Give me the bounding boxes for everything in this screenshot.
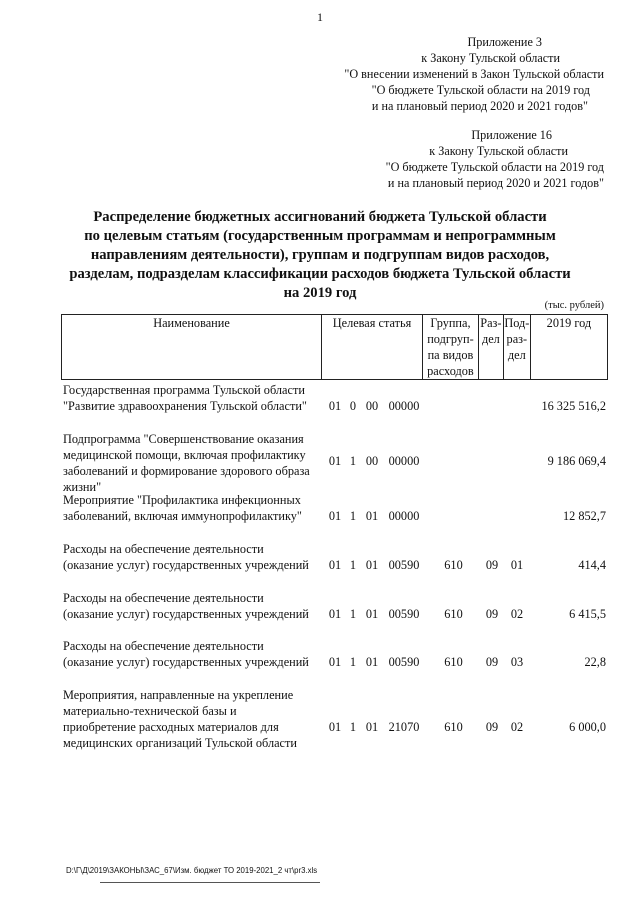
- cell-amount: 12 852,7: [562, 509, 606, 523]
- cell-amount: 6 415,5: [569, 607, 606, 621]
- cell-direction: 00590: [388, 558, 420, 572]
- table-row: [61, 590, 608, 622]
- table-row: [61, 687, 608, 751]
- appendix-16-block: [386, 127, 604, 191]
- appendix-3-line: "О внесении изменений в Закон Тульской области: [344, 67, 604, 81]
- row-name-line: Расходы на обеспечение деятельности: [63, 639, 264, 653]
- title-line: Распределение бюджетных ассигнований бюджета Тульской области: [93, 209, 547, 225]
- cell-event: 01: [365, 509, 379, 523]
- title-line: на 2019 год: [283, 285, 357, 301]
- cell-program: 01: [328, 558, 342, 572]
- row-name: [63, 638, 325, 670]
- header-subsection-line: Под-: [504, 316, 530, 330]
- cell-direction: 00000: [388, 454, 420, 468]
- row-name: [63, 590, 325, 622]
- title-line: по целевым статьям (государственным программам и непрограммным: [84, 228, 556, 244]
- cell-section: 09: [485, 607, 499, 621]
- cell-event: 00: [365, 399, 379, 413]
- header-subsection: [503, 315, 530, 380]
- appendix-16-line: к Закону Тульской области: [429, 144, 568, 158]
- cell-group: 610: [444, 655, 463, 669]
- row-name-line: Государственная программа Тульской области: [63, 383, 305, 397]
- cell-event: 01: [365, 720, 379, 734]
- cell-direction: 21070: [388, 720, 420, 734]
- appendix-3-line: к Закону Тульской области: [421, 51, 560, 65]
- table-row: [61, 431, 608, 495]
- cell-subsection: 02: [510, 607, 524, 621]
- table-row: [61, 638, 608, 670]
- header-name: Наименование: [62, 315, 322, 380]
- cell-program: 01: [328, 720, 342, 734]
- header-subsection-line: дел: [507, 348, 526, 362]
- header-group: [423, 315, 479, 380]
- header-target: Целевая статья: [321, 315, 422, 380]
- row-name: [63, 382, 325, 414]
- header-group-line: па видов: [427, 348, 474, 362]
- cell-subprogram: 1: [349, 655, 357, 669]
- cell-subsection: 01: [510, 558, 524, 572]
- header-group-line: расходов: [427, 364, 474, 378]
- cell-subsection: 03: [510, 655, 524, 669]
- header-group-line: подгруп-: [427, 332, 474, 346]
- cell-event: 00: [365, 454, 379, 468]
- cell-subprogram: 0: [349, 399, 357, 413]
- cell-section: 09: [485, 558, 499, 572]
- header-section-line: дел: [481, 332, 500, 346]
- header-year: 2019 год: [530, 315, 607, 380]
- row-name-line: (оказание услуг) государственных учреждений: [63, 655, 309, 669]
- cell-program: 01: [328, 509, 342, 523]
- cell-event: 01: [365, 655, 379, 669]
- cell-subprogram: 1: [349, 558, 357, 572]
- footer-divider: [100, 882, 320, 883]
- row-name-line: Расходы на обеспечение деятельности: [63, 591, 264, 605]
- cell-event: 01: [365, 607, 379, 621]
- cell-subprogram: 1: [349, 454, 357, 468]
- cell-section: 09: [485, 655, 499, 669]
- units-label: (тыс. рублей): [544, 300, 604, 311]
- row-name: [63, 687, 325, 751]
- appendix-16-line: Приложение 16: [471, 128, 552, 142]
- cell-section: 09: [485, 720, 499, 734]
- cell-amount: 9 186 069,4: [547, 454, 606, 468]
- table-row: [61, 382, 608, 414]
- cell-program: 01: [328, 655, 342, 669]
- row-name: [63, 431, 325, 495]
- document-title: [40, 208, 600, 303]
- cell-subprogram: 1: [349, 720, 357, 734]
- row-name-line: заболеваний и формирование здорового образа: [63, 464, 310, 478]
- appendix-3-line: "О бюджете Тульской области на 2019 год: [371, 83, 590, 97]
- page-number: 1: [317, 10, 323, 24]
- row-name-line: Мероприятие "Профилактика инфекционных: [63, 493, 301, 507]
- title-line: разделам, подразделам классификации расходов бюджета Тульской области: [69, 266, 571, 282]
- appendix-16-line: "О бюджете Тульской области на 2019 год: [385, 160, 604, 174]
- cell-program: 01: [328, 454, 342, 468]
- cell-subprogram: 1: [349, 509, 357, 523]
- cell-program: 01: [328, 399, 342, 413]
- file-path-footer: D:\Г\Д\2019\ЗАКОНЫ\ЗАС_67\Изм. бюджет ТО 2019-2021_2 чт\pr3.xls: [66, 866, 318, 875]
- row-name-line: медицинских организаций Тульской области: [63, 736, 297, 750]
- cell-direction: 00590: [388, 655, 420, 669]
- row-name-line: (оказание услуг) государственных учреждений: [63, 607, 309, 621]
- row-name-line: приобретение расходных материалов для: [63, 720, 279, 734]
- cell-group: 610: [444, 607, 463, 621]
- cell-subprogram: 1: [349, 607, 357, 621]
- header-subsection-line: раз-: [506, 332, 528, 346]
- cell-group: 610: [444, 558, 463, 572]
- appendix-3-line: и на плановый период 2020 и 2021 годов": [371, 99, 588, 113]
- header-group-line: Группа,: [430, 316, 471, 330]
- appendix-16-line: и на плановый период 2020 и 2021 годов": [387, 176, 604, 190]
- cell-direction: 00000: [388, 399, 420, 413]
- row-name-line: жизни": [63, 480, 102, 494]
- cell-direction: 00590: [388, 607, 420, 621]
- row-name-line: заболеваний, включая иммунопрофилактику": [63, 509, 302, 523]
- row-name-line: Расходы на обеспечение деятельности: [63, 542, 264, 556]
- cell-amount: 414,4: [578, 558, 606, 572]
- header-section: [478, 315, 503, 380]
- cell-amount: 22,8: [584, 655, 606, 669]
- row-name-line: (оказание услуг) государственных учреждений: [63, 558, 309, 572]
- row-name: [63, 492, 325, 524]
- table-header: [61, 314, 608, 379]
- row-name-line: Мероприятия, направленные на укрепление: [63, 688, 294, 702]
- title-line: направлениям деятельности), группам и подгруппам видов расходов,: [90, 247, 550, 263]
- row-name-line: "Развитие здравоохранения Тульской области": [63, 399, 307, 413]
- table-row: [61, 541, 608, 573]
- appendix-3-line: Приложение 3: [467, 35, 542, 49]
- header-section-line: Раз-: [480, 316, 502, 330]
- cell-amount: 16 325 516,2: [541, 399, 606, 413]
- row-name-line: материально-технической базы и: [63, 704, 237, 718]
- table-row: [61, 492, 608, 524]
- cell-event: 01: [365, 558, 379, 572]
- cell-direction: 00000: [388, 509, 420, 523]
- cell-program: 01: [328, 607, 342, 621]
- row-name-line: медицинской помощи, включая профилактику: [63, 448, 306, 462]
- cell-group: 610: [444, 720, 463, 734]
- appendix-3-block: [344, 34, 604, 114]
- cell-subsection: 02: [510, 720, 524, 734]
- row-name: [63, 541, 325, 573]
- cell-amount: 6 000,0: [569, 720, 606, 734]
- row-name-line: Подпрограмма "Совершенствование оказания: [63, 432, 304, 446]
